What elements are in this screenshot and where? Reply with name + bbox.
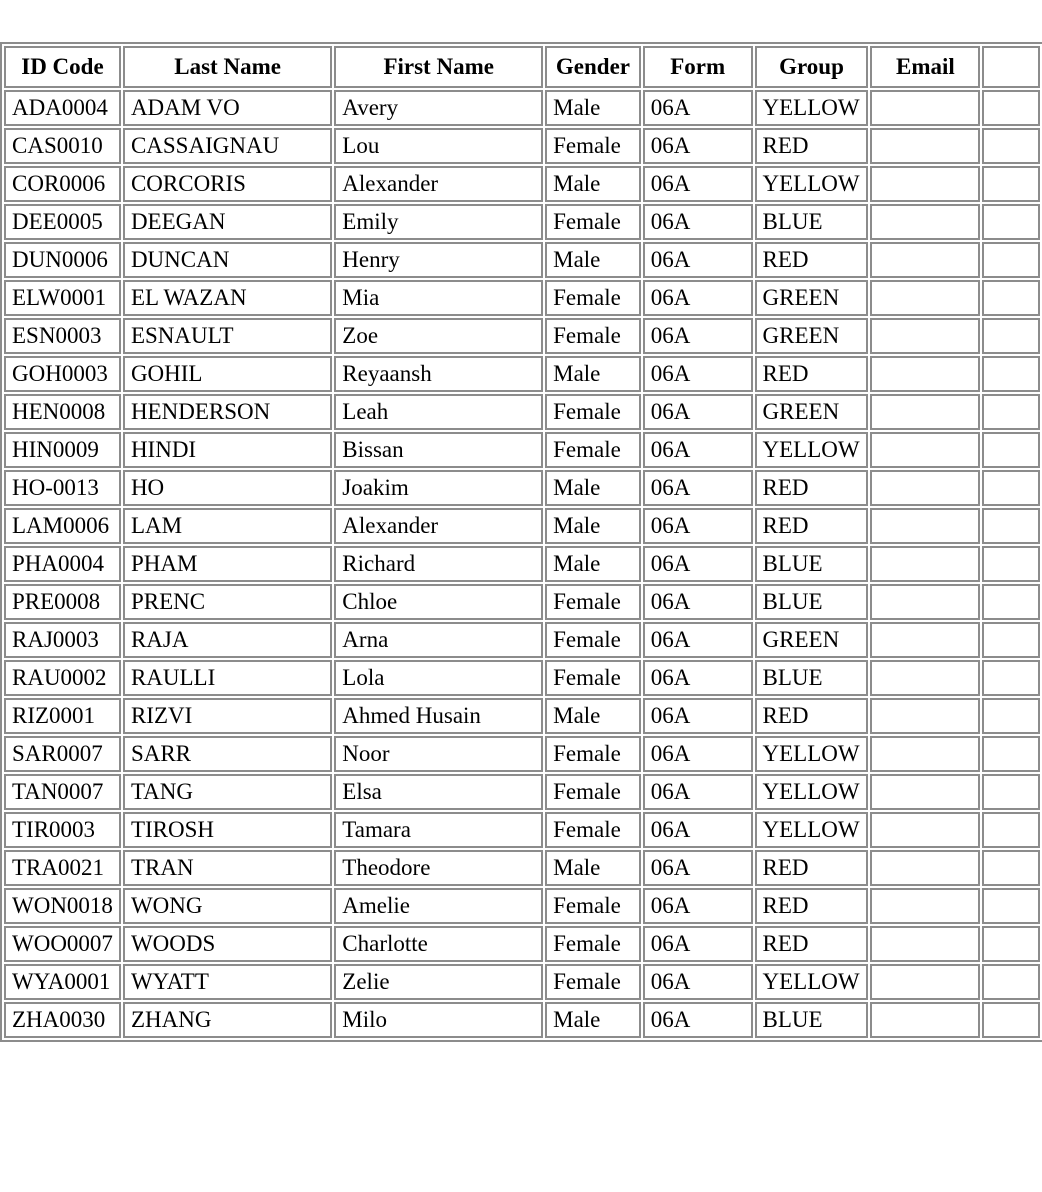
table-row [4,432,1040,468]
last-name-cell: CORCORIS [123,166,332,202]
extra-cell [982,926,1040,962]
extra-cell [982,584,1040,620]
form-cell: 06A [643,166,753,202]
header-form: Form [643,46,753,88]
first-name-cell: Avery [334,90,543,126]
first-name-cell: Lola [334,660,543,696]
group-cell: BLUE [755,546,869,582]
group-cell: YELLOW [755,166,869,202]
gender-cell: Male [545,698,641,734]
email-cell [870,242,980,278]
extra-cell [982,736,1040,772]
id-code-cell: RAU0002 [4,660,121,696]
gender-cell: Male [545,356,641,392]
group-cell: BLUE [755,660,869,696]
group-cell: YELLOW [755,812,869,848]
email-cell [870,812,980,848]
first-name-cell: Lou [334,128,543,164]
id-code-cell: TIR0003 [4,812,121,848]
id-code-cell: RAJ0003 [4,622,121,658]
extra-cell [982,318,1040,354]
last-name-cell: LAM [123,508,332,544]
last-name-cell: RAJA [123,622,332,658]
group-cell: GREEN [755,394,869,430]
email-cell [870,622,980,658]
extra-cell [982,546,1040,582]
gender-cell: Female [545,280,641,316]
gender-cell: Female [545,128,641,164]
group-cell: RED [755,128,869,164]
header-email: Email [870,46,980,88]
header-gender: Gender [545,46,641,88]
form-cell: 06A [643,242,753,278]
id-code-cell: GOH0003 [4,356,121,392]
extra-cell [982,204,1040,240]
first-name-cell: Zoe [334,318,543,354]
gender-cell: Female [545,432,641,468]
form-cell: 06A [643,394,753,430]
extra-cell [982,964,1040,1000]
email-cell [870,926,980,962]
gender-cell: Female [545,774,641,810]
email-cell [870,1002,980,1038]
email-cell [870,736,980,772]
group-cell: BLUE [755,204,869,240]
group-cell: GREEN [755,622,869,658]
form-cell: 06A [643,90,753,126]
gender-cell: Male [545,242,641,278]
first-name-cell: Reyaansh [334,356,543,392]
last-name-cell: HINDI [123,432,332,468]
email-cell [870,546,980,582]
form-cell: 06A [643,926,753,962]
form-cell: 06A [643,698,753,734]
gender-cell: Male [545,90,641,126]
first-name-cell: Theodore [334,850,543,886]
extra-cell [982,242,1040,278]
last-name-cell: WYATT [123,964,332,1000]
extra-cell [982,812,1040,848]
email-cell [870,356,980,392]
id-code-cell: HEN0008 [4,394,121,430]
group-cell: RED [755,926,869,962]
group-cell: RED [755,356,869,392]
first-name-cell: Tamara [334,812,543,848]
first-name-cell: Leah [334,394,543,430]
last-name-cell: HO [123,470,332,506]
table-row [4,394,1040,430]
last-name-cell: PHAM [123,546,332,582]
form-cell: 06A [643,128,753,164]
table-row [4,964,1040,1000]
form-cell: 06A [643,812,753,848]
email-cell [870,90,980,126]
form-cell: 06A [643,964,753,1000]
first-name-cell: Elsa [334,774,543,810]
form-cell: 06A [643,660,753,696]
id-code-cell: PHA0004 [4,546,121,582]
group-cell: GREEN [755,318,869,354]
header-last-name: Last Name [123,46,332,88]
last-name-cell: HENDERSON [123,394,332,430]
id-code-cell: DEE0005 [4,204,121,240]
gender-cell: Female [545,812,641,848]
table-row [4,90,1040,126]
table-row [4,242,1040,278]
email-cell [870,698,980,734]
header-group: Group [755,46,869,88]
last-name-cell: GOHIL [123,356,332,392]
student-roster-table [0,42,1042,1042]
extra-cell [982,432,1040,468]
gender-cell: Female [545,204,641,240]
gender-cell: Female [545,584,641,620]
table-header [4,46,1040,88]
table-row [4,698,1040,734]
last-name-cell: PRENC [123,584,332,620]
last-name-cell: RAULLI [123,660,332,696]
id-code-cell: TRA0021 [4,850,121,886]
form-cell: 06A [643,318,753,354]
id-code-cell: WOO0007 [4,926,121,962]
table-row [4,660,1040,696]
last-name-cell: EL WAZAN [123,280,332,316]
email-cell [870,280,980,316]
gender-cell: Male [545,546,641,582]
first-name-cell: Joakim [334,470,543,506]
last-name-cell: WOODS [123,926,332,962]
gender-cell: Female [545,888,641,924]
form-cell: 06A [643,1002,753,1038]
email-cell [870,850,980,886]
table-row [4,850,1040,886]
group-cell: RED [755,470,869,506]
gender-cell: Female [545,736,641,772]
table-row [4,812,1040,848]
extra-cell [982,356,1040,392]
last-name-cell: ADAM VO [123,90,332,126]
table-body [4,90,1040,1038]
last-name-cell: DUNCAN [123,242,332,278]
extra-cell [982,166,1040,202]
table-row [4,356,1040,392]
gender-cell: Female [545,394,641,430]
form-cell: 06A [643,622,753,658]
extra-cell [982,698,1040,734]
id-code-cell: DUN0006 [4,242,121,278]
table-row [4,926,1040,962]
table-row [4,888,1040,924]
table-row [4,166,1040,202]
form-cell: 06A [643,508,753,544]
email-cell [870,432,980,468]
extra-cell [982,90,1040,126]
table-row [4,204,1040,240]
first-name-cell: Alexander [334,508,543,544]
id-code-cell: WYA0001 [4,964,121,1000]
last-name-cell: DEEGAN [123,204,332,240]
header-id-code: ID Code [4,46,121,88]
group-cell: BLUE [755,1002,869,1038]
email-cell [870,128,980,164]
last-name-cell: ESNAULT [123,318,332,354]
email-cell [870,964,980,1000]
id-code-cell: ZHA0030 [4,1002,121,1038]
group-cell: YELLOW [755,432,869,468]
group-cell: RED [755,698,869,734]
first-name-cell: Arna [334,622,543,658]
group-cell: RED [755,888,869,924]
group-cell: YELLOW [755,736,869,772]
group-cell: GREEN [755,280,869,316]
email-cell [870,470,980,506]
group-cell: RED [755,508,869,544]
email-cell [870,204,980,240]
id-code-cell: ESN0003 [4,318,121,354]
extra-cell [982,128,1040,164]
table-row [4,470,1040,506]
table-row [4,318,1040,354]
first-name-cell: Amelie [334,888,543,924]
last-name-cell: ZHANG [123,1002,332,1038]
first-name-cell: Emily [334,204,543,240]
first-name-cell: Mia [334,280,543,316]
table-row [4,622,1040,658]
first-name-cell: Richard [334,546,543,582]
id-code-cell: RIZ0001 [4,698,121,734]
gender-cell: Female [545,964,641,1000]
form-cell: 06A [643,736,753,772]
table-row [4,774,1040,810]
form-cell: 06A [643,888,753,924]
email-cell [870,318,980,354]
extra-cell [982,888,1040,924]
header-first-name: First Name [334,46,543,88]
id-code-cell: WON0018 [4,888,121,924]
first-name-cell: Zelie [334,964,543,1000]
gender-cell: Female [545,318,641,354]
email-cell [870,774,980,810]
email-cell [870,888,980,924]
extra-cell [982,508,1040,544]
id-code-cell: CAS0010 [4,128,121,164]
last-name-cell: CASSAIGNAU [123,128,332,164]
form-cell: 06A [643,774,753,810]
last-name-cell: WONG [123,888,332,924]
first-name-cell: Chloe [334,584,543,620]
last-name-cell: TIROSH [123,812,332,848]
table-row [4,546,1040,582]
group-cell: RED [755,850,869,886]
form-cell: 06A [643,356,753,392]
email-cell [870,584,980,620]
gender-cell: Female [545,660,641,696]
table-row [4,280,1040,316]
header-extra [982,46,1040,88]
id-code-cell: LAM0006 [4,508,121,544]
gender-cell: Male [545,508,641,544]
form-cell: 06A [643,204,753,240]
extra-cell [982,394,1040,430]
table-row [4,128,1040,164]
gender-cell: Male [545,470,641,506]
form-cell: 06A [643,280,753,316]
email-cell [870,660,980,696]
extra-cell [982,774,1040,810]
email-cell [870,166,980,202]
form-cell: 06A [643,470,753,506]
gender-cell: Female [545,622,641,658]
id-code-cell: ADA0004 [4,90,121,126]
email-cell [870,508,980,544]
first-name-cell: Ahmed Husain [334,698,543,734]
gender-cell: Male [545,166,641,202]
gender-cell: Female [545,926,641,962]
extra-cell [982,280,1040,316]
email-cell [870,394,980,430]
first-name-cell: Alexander [334,166,543,202]
id-code-cell: HO-0013 [4,470,121,506]
form-cell: 06A [643,850,753,886]
last-name-cell: TANG [123,774,332,810]
id-code-cell: PRE0008 [4,584,121,620]
extra-cell [982,622,1040,658]
id-code-cell: COR0006 [4,166,121,202]
table-row [4,508,1040,544]
gender-cell: Male [545,850,641,886]
last-name-cell: RIZVI [123,698,332,734]
first-name-cell: Charlotte [334,926,543,962]
extra-cell [982,660,1040,696]
group-cell: YELLOW [755,774,869,810]
id-code-cell: SAR0007 [4,736,121,772]
form-cell: 06A [643,546,753,582]
group-cell: RED [755,242,869,278]
extra-cell [982,850,1040,886]
table-row [4,584,1040,620]
group-cell: YELLOW [755,90,869,126]
form-cell: 06A [643,432,753,468]
first-name-cell: Noor [334,736,543,772]
id-code-cell: HIN0009 [4,432,121,468]
first-name-cell: Milo [334,1002,543,1038]
id-code-cell: TAN0007 [4,774,121,810]
extra-cell [982,1002,1040,1038]
first-name-cell: Bissan [334,432,543,468]
header-row [4,46,1040,88]
gender-cell: Male [545,1002,641,1038]
id-code-cell: ELW0001 [4,280,121,316]
table-row [4,1002,1040,1038]
last-name-cell: SARR [123,736,332,772]
group-cell: BLUE [755,584,869,620]
first-name-cell: Henry [334,242,543,278]
extra-cell [982,470,1040,506]
last-name-cell: TRAN [123,850,332,886]
table-row [4,736,1040,772]
group-cell: YELLOW [755,964,869,1000]
form-cell: 06A [643,584,753,620]
